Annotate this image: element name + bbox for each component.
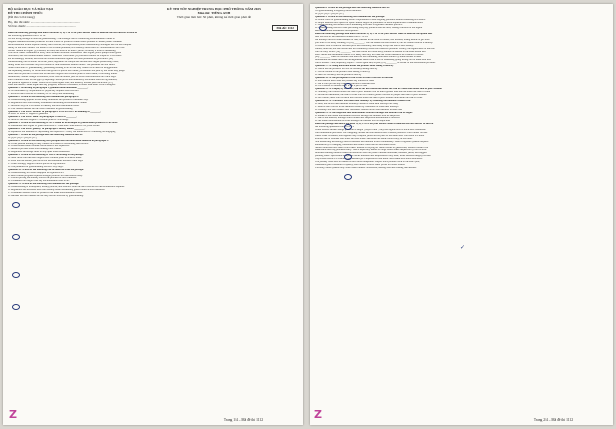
text-line: the following questions from 19 to 23.	[315, 126, 355, 129]
text-line: B. and tourism itself does not present any barriers or risks	[315, 79, 374, 82]
pen-check-icon: ✓	[460, 244, 466, 251]
text-line: C. Investors rely on ESG labels to identify the most sustainable firms.	[8, 104, 80, 107]
text-line: A. Greenwashing is widespread, weakly policed, and distracts from the hard choices real decarbonisation requires.	[8, 186, 125, 189]
text-line: An expanding industry of verification has grown to police the claims, yet auditors are paid by the firms they judge.	[8, 69, 126, 72]
text-line: A. is overlooked by corporations B. physically requires less involved	[8, 90, 79, 93]
text-line: D. As a result, there will be much less concern about the risk of poor weather than about the risk of crime	[315, 97, 423, 100]
text-line: A. strict B. loose C. vague D. generous	[8, 113, 48, 116]
pen-circle-mark	[12, 234, 20, 240]
text-line: Sensor networks have been critical here. Instead of relying on visual checks or guesswork, farmers consult live	[315, 146, 429, 149]
text-line: C. Consumers should avoid all products that make environmental claims.	[8, 191, 83, 194]
text-line: disguise business-as-usual pollution. Picture a shelf of products whose labels promise a cleaner planet. Genuine	[8, 40, 122, 43]
text-line: best fits each of the numbered blanks from 17 to 18.	[315, 36, 369, 39]
text-line: A. Greenwashing appears across many industries and products consumers buy.	[8, 98, 89, 101]
text-line: the following questions from 1 to 10.	[8, 35, 46, 38]
text-line: fining firms that overstate recycled content or hide emissions behind offsets. The penalties are still small.	[8, 64, 116, 67]
exam-text-column	[315, 7, 608, 170]
pen-circle-mark	[344, 174, 352, 180]
text-line: C. Greenwashing has turned from a marketing trick into a regulated business practice.	[315, 24, 403, 27]
text-line: Question 17. A. being uncertain about the product until seeing it directly	[315, 65, 394, 68]
exam-subject: Môn thi: TIẾNG ANH	[197, 11, 231, 16]
text-line: Crucially, these systems only work when farmers collaborate, sharing data and trusting one another.	[315, 166, 417, 169]
text-line: A. Most firms with net-zero targets have credible plans to achieve them.	[8, 157, 82, 160]
text-line: D. Consumers no longer trust any environmental label at all.	[8, 180, 70, 183]
text-line: information and make their own arrangements stems from a fear of something going wrong. All of these deal well	[315, 59, 432, 62]
text-line: D. until we certainly see the products directly	[315, 73, 362, 76]
exam-code-box: Mã đề: 1112	[272, 25, 298, 31]
text-line: Read the passage and mark the letter A, B, C or D on your answer sheet to indicate the best answer to each of	[315, 123, 434, 126]
text-line: dashboards that flag problems early. This is especially useful for large farms where inspection by foot is slow.	[315, 149, 427, 152]
exam-page-2	[310, 4, 613, 425]
text-line: decarbonisation would require brutally hard choices, but corporations prefer sustainability strategies that fill the complex	[8, 43, 132, 46]
text-line: D. it's a barrier of tourism itself is not a part of risk	[315, 85, 367, 88]
text-line: B. Regulators have successfully eliminated misleading environmental claims.	[8, 101, 88, 104]
official-label: ĐỀ THI CHÍNH THỨC	[8, 11, 43, 16]
exam-page-1	[3, 4, 303, 425]
text-line: Question 20. A. Travellers will book their holidays by choosing the methods without risk	[315, 100, 411, 102]
text-line: This tactic meets consumers at every turn. Airlines advertise 'sustainable' fuel flights, petrol pumps boast green	[8, 52, 122, 55]
exam-header	[8, 7, 298, 31]
text-line: Question 11. Which of the following best summarises the passage?	[8, 183, 80, 186]
text-line: All holidays involve some element of risk, whether in the form of illness, bad weather, losing unable to get what	[315, 38, 430, 41]
text-line: Soil monitoring technology detects moisture and nutrient levels continuously. Smart irrigation systems respond	[315, 140, 429, 143]
text-line: Does this matter? Some argue that any progress, however overstated, is better than none. Critics disagree.	[8, 84, 116, 87]
text-line: A. expensive but essential B. depressing but expected C. costly but ineffective D. confusing but engaging	[8, 130, 116, 133]
text-line: A. Greenwashing will soon disappear as regulators act.	[8, 171, 65, 174]
text-line: Question 6. The word 'gloomy' in paragraph 3 mostly means ________.	[8, 128, 86, 131]
text-line: Question 7. Where in the passage does the following sentence best fit?	[8, 133, 84, 136]
text-line: A. Firms publish nothing so they cannot be accused of overstating their efforts.	[8, 142, 89, 145]
page-count: (Đề thi có 04 trang)	[8, 15, 35, 20]
text-line: with a trusted – and, hopefully, expert – travel agent and, in part, (21) ________ in favour of the information provider.	[315, 62, 436, 65]
name-field: Họ, tên thí sinh: ..........................................................	[8, 19, 80, 24]
text-line: D. Fast fashion houses are the worst offenders in greenwashing.	[8, 107, 74, 110]
z-logo-icon: Z	[9, 408, 17, 421]
text-line: Question 4. The word 'them' in paragraph 3 refers to ________.	[8, 116, 78, 119]
text-line: Question 3. The word 'flexible' in paragraph 2 is OPPOSITE in meaning to ________.	[8, 110, 102, 113]
text-line: B. Similarly, the concern about the risk of poor weather will be much greater than the one about the risk of crime	[315, 91, 431, 94]
text-line: B. thanks to the biased information received through the Internet with no suspicion	[315, 114, 400, 117]
text-line: C. Voters strongly support carbon prices on big emitters.	[8, 162, 66, 165]
text-line: D. the biased information received through the Internet will be suspicious	[315, 120, 391, 123]
text-line: A. [I] B. [II] C. [III] D. [IV]	[8, 136, 37, 139]
text-line: C. As earlier mentioned, the risk of crime will be of much greater concern to people than that of poor weather	[315, 94, 427, 97]
text-line: B. which are the products we will be certainly seeing directly	[315, 68, 378, 71]
pen-circle-mark	[319, 25, 327, 31]
text-line: Yet greenwashing is arguably more insidious.	[315, 9, 362, 12]
text-line: Rich countries could fill the gap by imposing carbon prices and mandatory disclosure rules on big emitters,	[8, 78, 118, 81]
text-line: D. Regulators encourage firms to stay quiet about emissions.	[8, 151, 70, 154]
text-line: where water is needed, and together they compare yields across plots of the same data. The result is a more	[315, 134, 425, 137]
text-line: Greenwashing can be subtle. In recent years, regulators in Europe and Britain have begun prosecuting cases,	[8, 61, 119, 64]
text-line: have visited the destination before. It is likely that they will take out travel insurance as a matter of course.	[315, 53, 424, 56]
text-line: B. Real climate progress requires stronger political will than exists today.	[8, 174, 83, 177]
text-line: with remarkable precision. GPS mapping, drones and soil sensors feed a shared platform. Each farmer can see	[315, 131, 428, 134]
text-line: A. A new wave of greenwashing allows corporations to hide ongoing pollution behind reassuring eco-labels.	[315, 18, 426, 21]
text-line: C. Auditors prevent firms from making false claims.	[8, 148, 62, 151]
pen-circle-mark	[12, 272, 20, 278]
text-line: Question 8. Where in the passage does the following sentence best fit?	[315, 7, 391, 9]
text-line: B. Also, the factors and methods seriously choose to book their holidays are risky	[315, 102, 399, 105]
text-line: A. sustainable fuel flights B. green forecourts C. conscious collections D. recycled bottles	[8, 125, 100, 128]
text-line: B. Major emitters have opted for open climate targets in preference to more sophisticated communication.	[315, 21, 424, 24]
pen-circle-mark	[12, 202, 20, 208]
text-line: automatically to changing conditions and reduce water use on individual fields.	[315, 143, 396, 146]
text-line: A. firms B. net-zero targets C. credible plans D. watchdogs	[8, 119, 69, 122]
text-line: C. involves hard choices for industry D. is costly and demanding	[8, 93, 75, 96]
text-line: Read the following passage and mark the letter A, B, C or D on your answer sheet to indicate the option that	[315, 33, 433, 36]
text-line: C. Carbon pricing has already solved the problem in rich countries.	[8, 177, 77, 180]
text-line: Machine learning models trained on historical data can predict disease outbreaks, estimate yields, and suggest	[315, 152, 427, 155]
text-line: are increasingly flexible, and even the wildest emissions figures are often presented as good news. [III]	[8, 58, 114, 61]
text-line: B. Regulators and investors have successfully ended misleading green claims across industries.	[8, 189, 105, 192]
number-field: Số báo danh: ..........................................................	[8, 23, 76, 28]
text-line: C. due to the Internet, through which biased and suspicious information is received	[315, 117, 400, 120]
text-line: Question 1. According to paragraph 1, genuine decarbonisation ________.	[8, 87, 89, 90]
pen-circle-mark	[344, 154, 352, 160]
text-line: but political appetite is weak. Voters recoil from higher bills, and industry lobbies push back hard. [IV]	[8, 81, 113, 84]
text-line: (20) ________ There is evidence that much of the continuing reluctance shown by some tourists to seek	[315, 56, 421, 59]
text-line: carbon' remain in vogue. [I] Concern, in truth, and even at its most cynical, is mostly a form of marketing.	[8, 49, 117, 52]
page-footer: Trang 2/4 – Mã đề thi 1112	[533, 418, 573, 422]
text-line: When several farmers merge plots into a single "project farm", they use digital tools to track field conditions	[315, 129, 426, 132]
z-logo-icon: Z	[314, 408, 322, 421]
ministry-name: BỘ GIÁO DỤC VÀ ĐÀO TẠO	[8, 7, 54, 11]
text-line: forecourts, and fast fashion houses launch 'conscious' collections. [II] Investors should be sceptical: ESG labels	[8, 55, 122, 58]
page-footer: Trang 1/4 – Mã đề thi 1112	[223, 418, 263, 422]
text-line: D. Greenwashing has now been pervading everyday products and services, raising concerns of the urgent	[315, 27, 423, 30]
text-line: B. Firms remain silent because verification is too expensive.	[8, 145, 70, 148]
text-line: Read the following passage and mark the letter A, B, C or D on your answer sheet to indicate the best answer to each of	[8, 32, 138, 35]
text-line: need to maintain sustainable development.	[315, 30, 359, 33]
text-line: efficient use of fertiliser and water and less waste. Decisions are made collectively, in real time.	[315, 137, 413, 140]
text-line: consumers gain confidence in quality, and farmers receive fairer prices for better results.	[315, 163, 406, 166]
text-line: planting dates. Specialised equipment tracks moisture and temperature every hour, while satellite imagery reveals	[315, 155, 431, 158]
text-line: Question 8. Which of the following best paraphrases the underlined sentence in paragraph 3?	[8, 139, 110, 142]
text-line: Meanwhile, climate change accelerates; 2024 was the hottest year on record and emissions hit a new high.	[8, 75, 117, 78]
exam-time: Thời gian làm bài: 50 phút, không kể thời gian phát đề	[176, 15, 251, 20]
text-line: will be a key factor. (19) ________ The risk averse will book early, should be insured to the same extent and	[315, 50, 426, 53]
text-line: We are living through a boom in greenwashing – the strategic use of comforting environmental claims to	[8, 37, 115, 40]
text-line: D. Holidays are also booked after customers choose factors and methods without risk	[315, 108, 402, 111]
text-line: B. 2024 was the hottest year on record and emissions reached a new high.	[8, 159, 84, 162]
text-line: Question 2. Which of the following best summarises paragraph 2?	[8, 96, 80, 99]
text-line: A. [I] B. [II] C. [III] D. [IV]	[315, 12, 344, 15]
pen-circle-mark	[12, 304, 20, 310]
text-line: D. Airlines and fast fashion are the only sectors affected by greenwashing.	[8, 194, 84, 197]
text-line: reality of the firm's model. For easier to fix in some pollutant, eco-friendly labels such as 'carbon-neutral' and 'low-	[8, 46, 126, 49]
text-line: you want if we delay booking, or (18) ________. We can assess risk and reduce it, but we cannot remove it entirely.	[315, 41, 434, 44]
text-line: C. Risk is also a factor in the methods chosen by customers to book their holidays	[315, 105, 399, 108]
text-line: The journey from field to market is now more transparent. Buyers trace produce back to the exact plot,	[315, 161, 420, 164]
text-line: Question 19. A. People, by contrast, will be far less concerned about the risk of crime than about that of poor weather	[315, 88, 443, 91]
text-line: Others, however, are risk averse and will studiously avoid risk wherever possible. Clearly, the significance of the risk	[315, 47, 435, 50]
text-line: C. can be certain of the product until seeing it directly	[315, 70, 370, 73]
exam-title: KỲ THI TỐT NGHIỆP TRUNG HỌC PHỔ THÔNG NĂM 2025	[167, 7, 261, 11]
text-line: C. but it's not proved any risks and barriers to tourism here	[315, 82, 375, 85]
text-line: Question 5. Which of the following is NOT stated as an example of greenwashed products or services?	[8, 122, 119, 125]
text-line: More than 60 percent of firms that set net-zero targets lack credible plans to reach them, a watchdog found.	[8, 72, 118, 75]
text-line: crop stress before it is visible to the human eye. Cooperatives that share costs make such tools affordable.	[315, 158, 423, 161]
text-line: Question 18. A. the perception of risk is not in itself a barrier to tourism	[315, 76, 393, 79]
text-line: Some firms shift to 'greenhushing', publishing nothing at all so that they cannot be accused of exaggeration.	[8, 66, 118, 69]
text-line: Travellers face a trade-off between price and flexibility, and many accept the risk to save money.	[315, 44, 414, 47]
exam-text-column	[8, 32, 298, 198]
pen-circle-mark	[344, 124, 352, 130]
text-line: Question 9. Which of the following is TRUE according to the passage?	[8, 154, 85, 157]
text-line: D. The penalties for greenwashing are now very large.	[8, 165, 64, 168]
text-line: Question 21. A. the suspicion that information received through the Internet will be bogus	[315, 111, 413, 114]
text-line: Question 9. Which of the following best summarises the passage?	[315, 15, 386, 18]
text-line: Question 10. Which of the following can be inferred from the passage?	[8, 168, 85, 171]
pen-circle-mark	[344, 83, 352, 89]
